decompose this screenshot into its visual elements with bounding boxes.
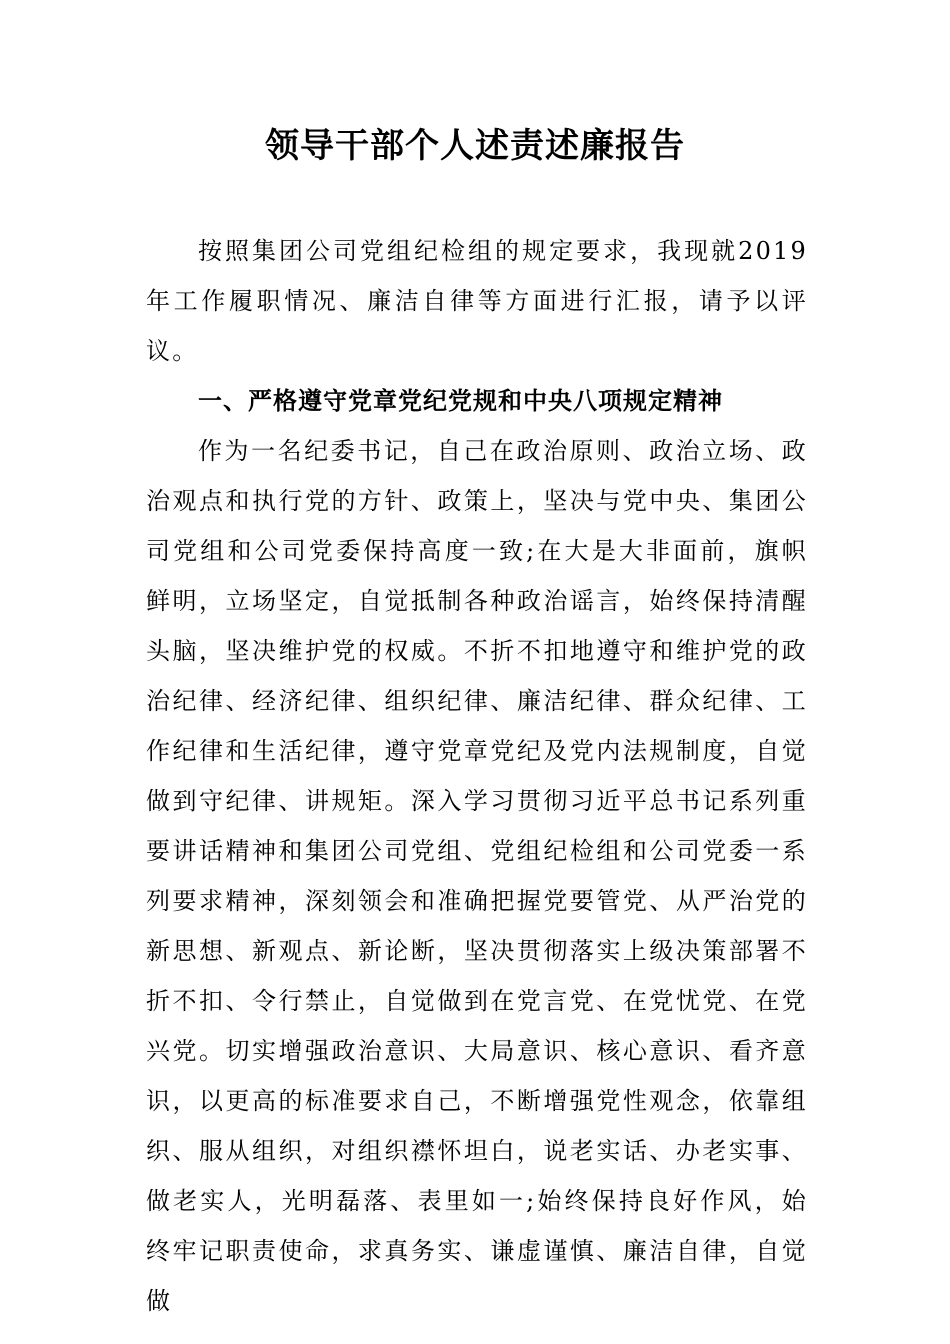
- section-heading-1: 一、严格遵守党章党纪党规和中央八项规定精神: [198, 387, 723, 415]
- document-body: [146, 226, 808, 1326]
- document-title: 领导干部个人述责述廉报告: [265, 126, 685, 166]
- section-1-paragraph: 作为一名纪委书记，自己在政治原则、政治立场、政治观点和执行党的方针、政策上，坚决与党中央、集团公司党组和公司党委保持高度一致;在大是大非面前，旗帜鲜明，立场坚定，自觉抵制各种政治谣言，始终保持清醒头脑，坚决维护党的权威。不折不扣地遵守和维护党的政治纪律、经济纪律、组织纪律、廉洁纪律、群众纪律、工作纪律和生活纪律，遵守党章党纪及党内法规制度，自觉做到守纪律、讲规矩。深入学习贯彻习近平总书记系列重要讲话精神和集团公司党组、党组纪检组和公司党委一系列要求精神，深刻领会和准确把握党要管党、从严治党的新思想、新观点、新论断，坚决贯彻落实上级决策部署不折不扣、令行禁止，自觉做到在党言党、在党忧党、在党兴党。切实增强政治意识、大局意识、核心意识、看齐意识，以更高的标准要求自己，不断增强党性观念，依靠组织、服从组织，对组织襟怀坦白，说老实话、办老实事、做老实人，光明磊落、表里如一;始终保持良好作风，始终牢记职责使命，求真务实、谦虚谨慎、廉洁自律，自觉做: [146, 437, 808, 1315]
- intro-paragraph: 按照集团公司党组纪检组的规定要求，我现就2019年工作履职情况、廉洁自律等方面进行汇报，请予以评议。: [146, 237, 808, 365]
